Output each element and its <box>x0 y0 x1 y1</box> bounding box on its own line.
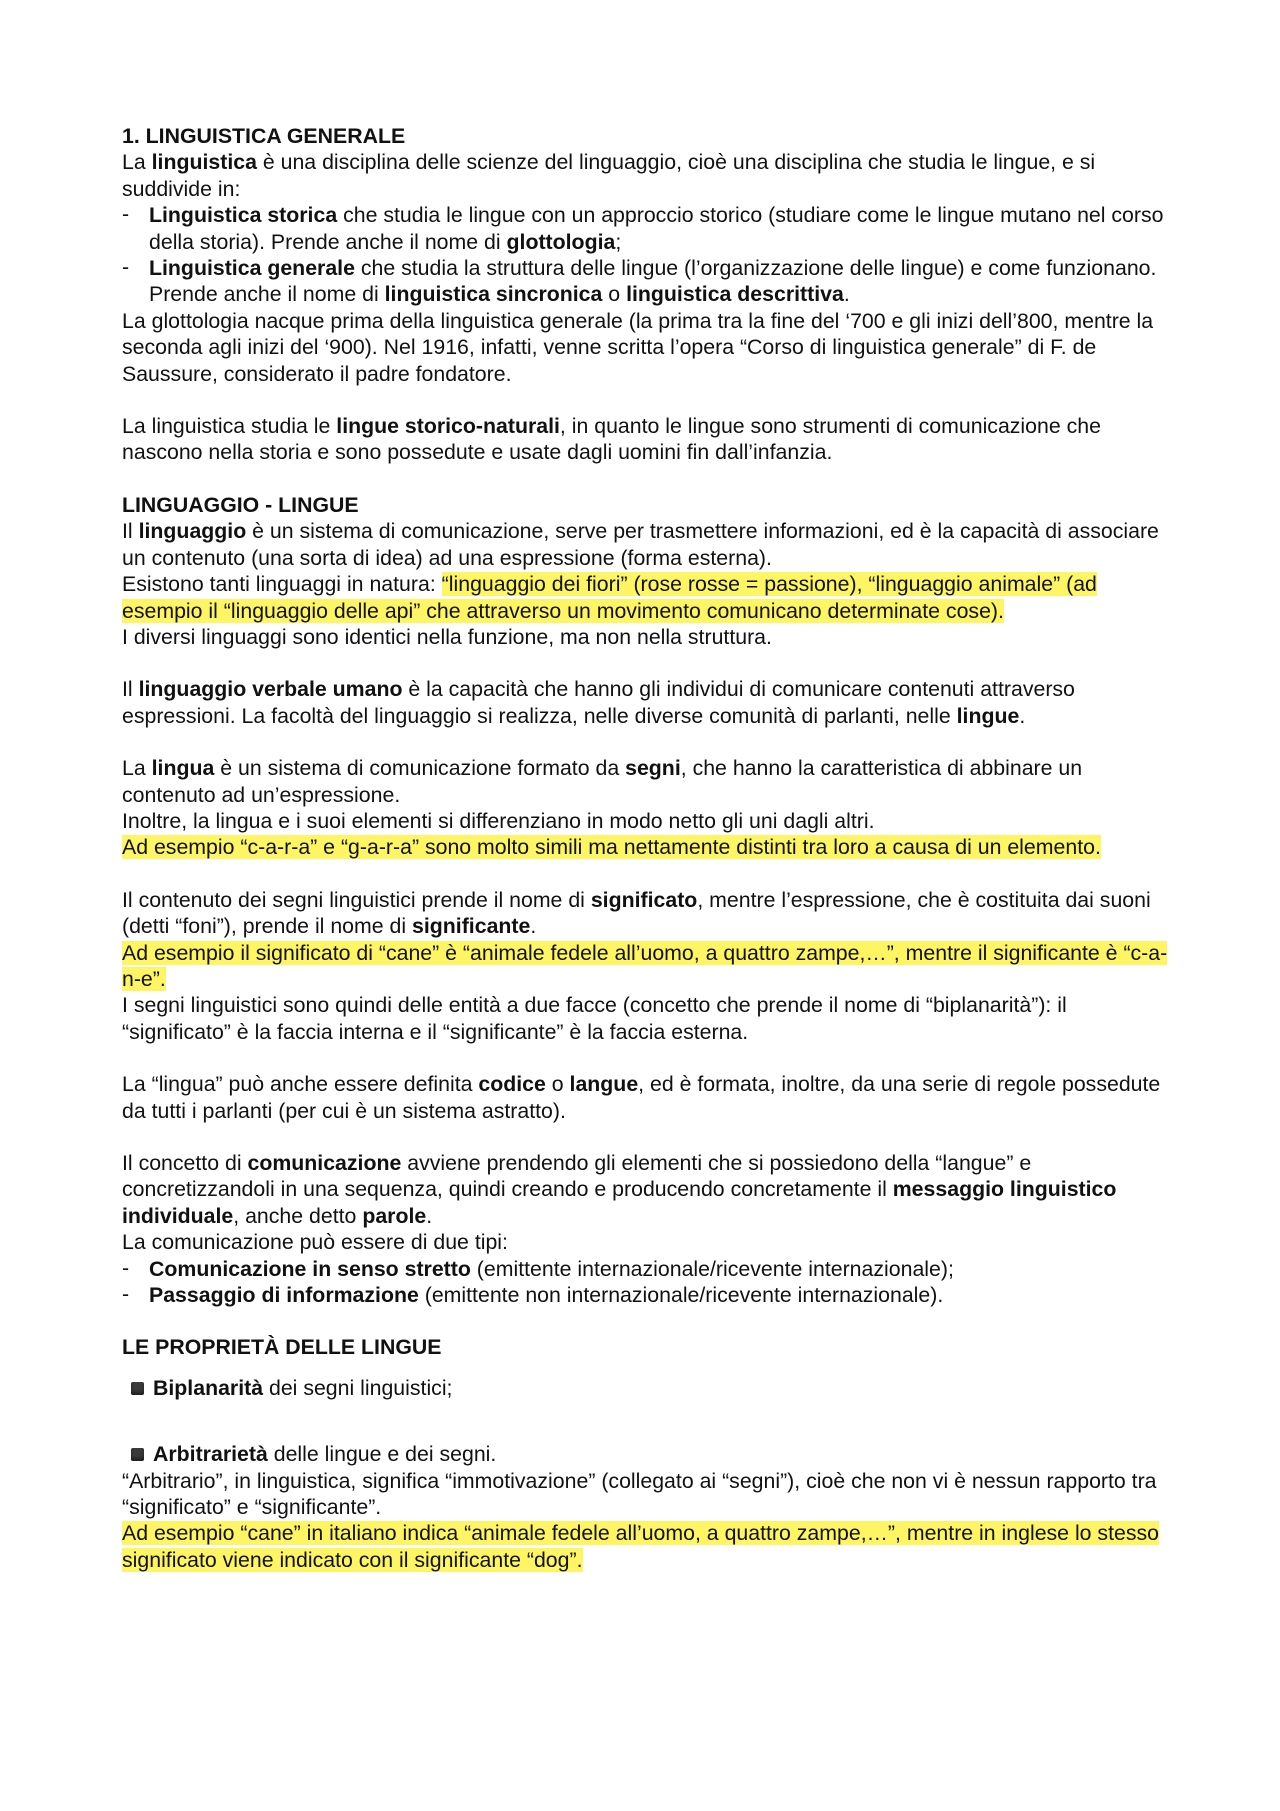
list-item-linguistica-storica: - Linguistica storica che studia le lingue con un approccio storico (studiare come le lingue mutano nel corso della storia). Prende anche il nome di glottologia; <box>122 202 1170 255</box>
list-item-passaggio-informazione: - Passaggio di informazione (emittente non internazionale/ricevente internazionale). <box>122 1282 1170 1308</box>
square-bullet-icon <box>131 1382 144 1395</box>
paragraph-lingue-storico-naturali: La linguistica studia le lingue storico-naturali, in quanto le lingue sono strumenti di comunicazione che nascono nella storia e sono possedute e usate dagli uomini fin dall’infanzia. <box>122 414 1101 465</box>
paragraph-esempio-cara-gara <box>122 834 1170 860</box>
section-heading-proprieta-lingue: LE PROPRIETÀ DELLE LINGUE <box>122 1335 442 1360</box>
section-heading-linguistica-generale: 1. LINGUISTICA GENERALE <box>122 124 406 148</box>
paragraph-linguaggio-verbale-umano: Il linguaggio verbale umano è la capacità che hanno gli individui di comunicare contenuti attraverso espressioni. La facoltà del linguaggio si realizza, nelle diverse comunità di parlanti, nelle lingue. <box>122 677 1075 728</box>
paragraph-comunicazione: Il concetto di comunicazione avviene prendendo gli elementi che si possiedono della “langue” e concretizzandoli in una sequenza, quindi creando e producendo concretamente il messaggio linguistico individuale, anche detto parole. <box>122 1151 1117 1228</box>
list-item-comunicazione-stretto: - Comunicazione in senso stretto (emittente internazionale/ricevente internazionale); <box>122 1256 1170 1282</box>
list-item-linguistica-generale: - Linguistica generale che studia la struttura delle lingue (l’organizzazione delle lingue) e come funzionano. Prende anche il nome di linguistica sincronica o linguistica descrittiva. <box>122 255 1170 308</box>
section-heading-linguaggio-lingue: LINGUAGGIO - LINGUE <box>122 492 359 517</box>
paragraph-linguaggi-funzione: I diversi linguaggi sono identici nella funzione, ma non nella struttura. <box>122 624 772 649</box>
bullet-item-arbitrarieta: Arbitrarietà delle lingue e dei segni. <box>122 1441 1170 1467</box>
paragraph-arbitrario: “Arbitrario”, in linguistica, significa “immotivazione” (collegato ai “segni”), cioè che non vi è nessun rapporto tra “significato” e “significante”. <box>122 1468 1157 1520</box>
paragraph-significato-significante: Il contenuto dei segni linguistici prende il nome di significato, mentre l’espressione, che è costituita dai suoni (detti “foni”), prende il nome di significante. <box>122 887 1151 939</box>
paragraph-lingua-definition: La lingua è un sistema di comunicazione formato da segni, che hanno la caratteristica di abbinare un contenuto ad un’espressione. <box>122 756 1083 807</box>
list-comunicazione-tipi <box>122 1256 1170 1309</box>
highlight-esempio-dog: Ad esempio “cane” in italiano indica “animale fedele all’uomo, a quattro zampe,…”, mentre in inglese lo stesso significato viene indicato con il significante “dog”. <box>122 1521 1159 1572</box>
paragraph-codice-langue: La “lingua” può anche essere definita codice o langue, ed è formata, inoltre, da una serie di regole possedute da tutti i parlanti (per cui è un sistema astratto). <box>122 1072 1161 1123</box>
paragraph-linguaggio-definition: Il linguaggio è un sistema di comunicazione, serve per trasmettere informazioni, ed è la capacità di associare un contenuto (una sorta di idea) ad una espressione (forma esterna). <box>122 519 1159 570</box>
square-bullet-icon <box>131 1448 144 1461</box>
paragraph-linguistica-intro: La linguistica è una disciplina delle scienze del linguaggio, cioè una disciplina che studia le lingue, e si suddivide in: <box>122 150 1096 201</box>
list-linguistica-branches <box>122 202 1170 308</box>
paragraph-comunicazione-tipi: La comunicazione può essere di due tipi: <box>122 1230 508 1255</box>
paragraph-glottologia-history: La glottologia nacque prima della linguistica generale (la prima tra la fine del ‘700 e gli inizi dell’800, mentre la seconda agli inizi del ‘900). Nel 1916, infatti, venne scritta l’opera “Corso di linguistica generale” di F. de Saussure, considerato il padre fondatore. <box>122 308 1154 386</box>
paragraph-lingua-elementi: Inoltre, la lingua e i suoi elementi si differenziano in modo netto gli uni dagli altri. <box>122 808 875 833</box>
paragraph-esempio-dog <box>122 1520 1170 1573</box>
highlight-linguaggi-esempi: “linguaggio dei fiori” (rose rosse = passione), “linguaggio animale” (ad esempio il “linguaggio delle api” che attraverso un movimento comunicano determinate cose). <box>122 572 1097 623</box>
highlight-esempio-cara-gara: Ad esempio “c-a-r-a” e “g-a-r-a” sono molto simili ma nettamente distinti tra loro a causa di un elemento. <box>122 835 1101 860</box>
bullet-item-biplanarita: Biplanarità dei segni linguistici; <box>122 1375 1170 1401</box>
paragraph-linguaggi-natura: Esistono tanti linguaggi in natura: “linguaggio dei fiori” (rose rosse = passione), “linguaggio animale” (ad esempio il “linguaggio delle api” che attraverso un movimento comunicano determinate cose). <box>122 572 1097 623</box>
highlight-esempio-cane: Ad esempio il significato di “cane” è “animale fedele all’uomo, a quattro zampe,…”, mentre il significante è “c-a-n-e”. <box>122 940 1168 991</box>
paragraph-esempio-cane <box>122 940 1170 993</box>
paragraph-biplanarita: I segni linguistici sono quindi delle entità a due facce (concetto che prende il nome di “biplanarità”): il “significato” è la faccia interna e il “significante” è la faccia esterna. <box>122 993 1067 1044</box>
